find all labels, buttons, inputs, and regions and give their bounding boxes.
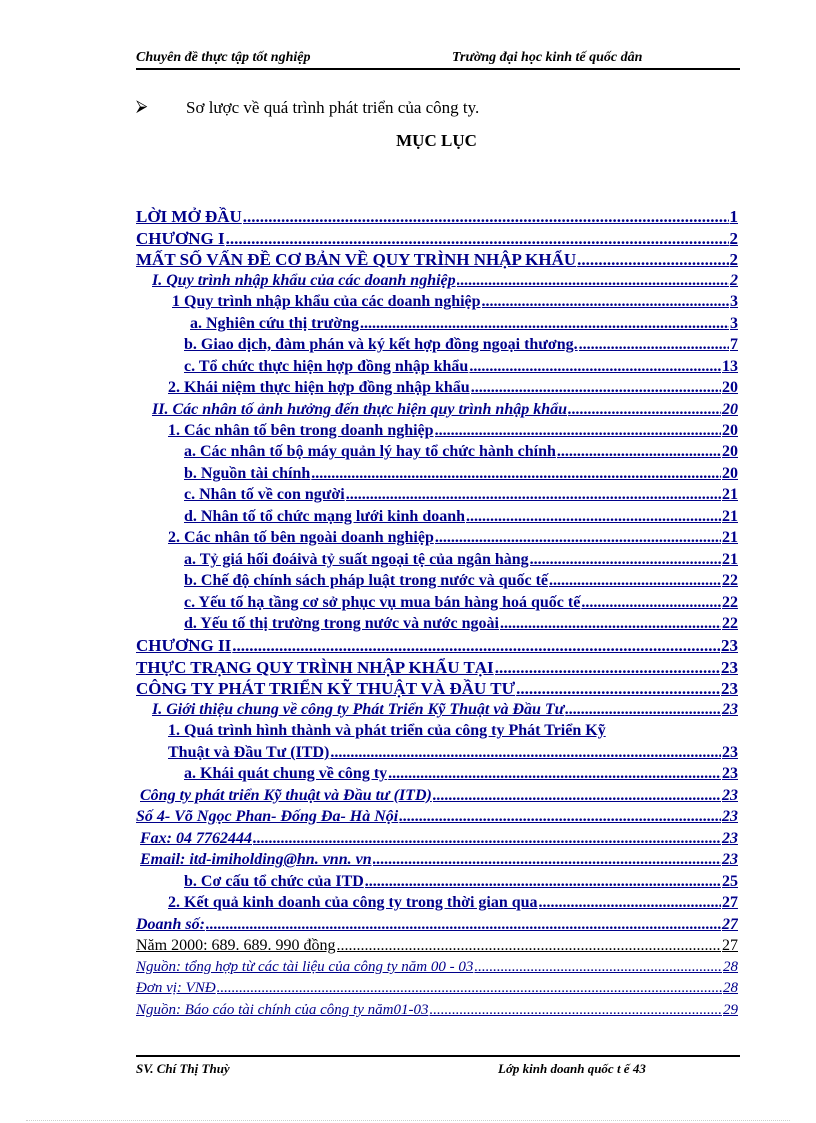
footer-left-text: SV. Chí Thị Thuỳ — [136, 1061, 230, 1076]
toc-leader-dots — [577, 250, 728, 270]
toc-leader-dots — [232, 636, 720, 656]
toc-entry-title: Fax: 04 7762444 — [140, 830, 252, 847]
toc-entry-page: 21 — [722, 551, 738, 568]
toc-entry-title: a. Tỷ giá hối đoáivà tỷ suất ngoại tệ của ngân hàng — [184, 551, 529, 568]
toc-entry-title: I. Giới thiệu chung về công ty Phát Triển Kỹ Thuật và Đầu Tư — [152, 701, 565, 718]
toc-entry-page: 28 — [723, 959, 738, 975]
toc-entry[interactable] — [184, 594, 738, 612]
toc-entry[interactable] — [190, 315, 738, 333]
toc-entry[interactable] — [136, 916, 738, 934]
toc-entry-title: Công ty phát triển Kỹ thuật và Đầu tư (ITD) — [140, 787, 432, 804]
toc-entry-page: 27 — [722, 894, 738, 911]
toc-entry-page: 20 — [722, 379, 738, 396]
toc-entry-title: Đơn vị: VNĐ — [136, 980, 216, 996]
toc-entry-page: 13 — [722, 358, 738, 375]
toc-entry-title: 2. Các nhân tố bên ngoài doanh nghiệp — [168, 529, 434, 546]
toc-entry[interactable] — [152, 701, 738, 719]
toc-entry-page: 21 — [722, 529, 738, 546]
toc-entry-title: THỰC TRẠNG QUY TRÌNH NHẬP KHẨU TẠI — [136, 658, 494, 677]
toc-entry-page: 23 — [722, 744, 738, 761]
toc-entry-page: 27 — [722, 937, 738, 954]
toc-entry-title: b. Cơ cấu tổ chức của ITD — [184, 873, 364, 890]
toc-entry-title: d. Yếu tố thị trường trong nước và nước ngoài — [184, 615, 499, 632]
toc-entry-title: Email: itd-imiholding@hn. vnn. vn — [140, 851, 372, 868]
toc-entry-page: 2 — [729, 250, 738, 269]
toc-leader-dots — [360, 315, 729, 333]
toc-entry-page: 25 — [722, 873, 738, 890]
toc-leader-dots — [365, 873, 721, 891]
toc-entry[interactable] — [152, 272, 738, 290]
toc-entry[interactable] — [184, 486, 738, 504]
toc-entry-title: 1. Các nhân tố bên trong doanh nghiệp — [168, 422, 434, 439]
toc-entry-page: 22 — [722, 594, 738, 611]
toc-entry[interactable] — [184, 572, 738, 590]
toc-entry-title: MẤT SỐ VẤN ĐỀ CƠ BẢN VỀ QUY TRÌNH NHẬP KHẨU — [136, 250, 577, 269]
toc-leader-dots — [330, 744, 721, 762]
toc-entry-page: 23 — [722, 830, 738, 847]
toc-entry-title: d. Nhân tố tổ chức mạng lưới kinh doanh — [184, 508, 466, 525]
toc-entry-title: CÔNG TY PHÁT TRIỂN KỸ THUẬT VÀ ĐẦU TƯ — [136, 679, 516, 698]
toc-entry-title: LỜI MỞ ĐẦU — [136, 207, 242, 226]
toc-entry-title: 1 Quy trình nhập khẩu của các doanh nghiệp — [172, 293, 481, 310]
toc-leader-dots — [557, 443, 721, 461]
toc-entry-page: 2 — [730, 272, 738, 289]
toc-entry[interactable] — [136, 250, 738, 270]
toc-entry-page: 21 — [722, 508, 738, 525]
toc-entry-title: a. Khái quát chung về công ty — [184, 765, 388, 782]
toc-entry-page: 21 — [722, 486, 738, 503]
toc-entry[interactable] — [140, 787, 738, 805]
toc-entry-title: CHƯƠNG I — [136, 229, 225, 248]
toc-leader-dots — [474, 959, 722, 976]
toc-entry-page: 23 — [722, 701, 738, 718]
toc-entry-page: 2 — [729, 229, 738, 248]
toc-entry-page: 23 — [722, 765, 738, 782]
toc-entry-page: 20 — [722, 401, 738, 418]
toc-entry-page: 28 — [723, 980, 738, 996]
toc-entry-title: a. Các nhân tố bộ máy quản lý hay tổ chức hành chính — [184, 443, 556, 460]
page-footer — [136, 1055, 740, 1079]
toc-entry-title: a. Nghiên cứu thị trường — [190, 315, 359, 332]
toc-entry[interactable] — [140, 851, 738, 869]
toc-entry-page: 22 — [722, 615, 738, 632]
toc-leader-dots — [226, 229, 729, 249]
toc-entry-page: 3 — [730, 293, 738, 310]
toc-entry[interactable] — [168, 422, 738, 440]
toc-entry[interactable] — [136, 207, 738, 227]
toc-leader-dots — [399, 808, 721, 826]
toc-leader-dots — [346, 486, 721, 504]
toc-leader-dots — [373, 851, 721, 869]
toc-entry[interactable] — [184, 508, 738, 526]
toc-entry[interactable] — [136, 1002, 738, 1019]
toc-entry-page: 27 — [722, 916, 738, 933]
toc-leader-dots — [471, 379, 721, 397]
toc-title: MỤC LỤC — [396, 131, 477, 150]
toc-leader-dots — [429, 1002, 722, 1019]
header-left-text: Chuyên đề thực tập tốt nghiệp — [136, 50, 311, 65]
page-edge-divider — [26, 1120, 790, 1121]
toc-entry-title: Nguồn: tổng hợp từ các tài liệu của công ty năm 00 - 03 — [136, 959, 474, 975]
toc-entry[interactable] — [184, 465, 738, 483]
toc-entry[interactable] — [184, 765, 738, 783]
toc-entry-title: c. Yếu tố hạ tầng cơ sở phục vụ mua bán hàng hoá quốc tế — [184, 594, 581, 611]
page-header — [136, 48, 740, 70]
toc-entry[interactable] — [184, 551, 738, 569]
toc-leader-dots — [435, 422, 721, 440]
toc-leader-dots — [435, 529, 721, 547]
toc-leader-dots — [568, 401, 721, 419]
toc-entry[interactable] — [184, 358, 738, 376]
toc-entry-title: Doanh số: — [136, 916, 205, 933]
toc-leader-dots — [495, 658, 720, 678]
toc-entry-title: Nguồn: Báo cáo tài chính của công ty năm01-03 — [136, 1002, 429, 1018]
toc-entry-title: c. Tổ chức thực hiện hợp đồng nhập khẩu — [184, 358, 469, 375]
toc-leader-dots — [516, 679, 720, 699]
toc-entry-page: 23 — [722, 808, 738, 825]
toc-entry-title: II. Các nhân tố ảnh hưởng đến thực hiện quy trình nhập khẩu — [152, 401, 568, 418]
toc-entry-page: 20 — [722, 443, 738, 460]
toc-entry-page: 3 — [730, 315, 738, 332]
toc-entry[interactable] — [136, 229, 738, 249]
toc-leader-dots — [539, 894, 721, 912]
toc-entry-page: 7 — [730, 336, 738, 353]
toc-entry-title: 2. Khái niệm thực hiện hợp đồng nhập khẩu — [168, 379, 470, 396]
toc-entry-title: c. Nhân tố về con người — [184, 486, 345, 503]
toc-entry[interactable] — [136, 808, 738, 826]
toc-entry[interactable] — [184, 615, 738, 633]
toc-leader-dots — [549, 572, 721, 590]
toc-entry[interactable] — [136, 636, 738, 656]
toc-leader-dots — [388, 765, 721, 783]
toc-leader-dots — [500, 615, 721, 633]
toc-entry-title: 1. Quá trình hình thành và phát triển của công ty Phát Triển Kỹ — [168, 722, 606, 739]
toc-entry[interactable] — [184, 336, 738, 354]
toc-entry-page: 23 — [722, 851, 738, 868]
toc-entry-page: 20 — [722, 422, 738, 439]
toc-entry[interactable] — [140, 830, 738, 848]
toc-entry-page: 23 — [721, 636, 738, 655]
toc-entry[interactable] — [172, 293, 738, 311]
toc-entry[interactable] — [184, 443, 738, 461]
toc-leader-dots — [433, 787, 721, 805]
toc-entry[interactable] — [168, 722, 702, 740]
toc-leader-dots — [253, 830, 721, 848]
toc-leader-dots — [530, 551, 721, 569]
toc-leader-dots — [337, 937, 721, 955]
toc-leader-dots — [579, 336, 729, 354]
toc-leader-dots — [466, 508, 721, 526]
toc-entry-page: 23 — [722, 787, 738, 804]
toc-entry-page: 20 — [722, 465, 738, 482]
toc-entry[interactable] — [136, 980, 738, 997]
toc-leader-dots — [565, 701, 721, 719]
toc-entry[interactable] — [168, 744, 738, 762]
toc-entry-title: b. Chế độ chính sách pháp luật trong nước và quốc tế — [184, 572, 549, 589]
toc-entry-title: b. Giao dịch, đàm phán và ký kết hợp đồng ngoại thương. — [184, 336, 578, 353]
toc-entry-page: 23 — [721, 658, 738, 677]
toc-entry-page: 22 — [722, 572, 738, 589]
toc-entry[interactable] — [136, 679, 738, 699]
toc-leader-dots — [311, 465, 721, 483]
toc-entry-title: Số 4- Võ Ngọc Phan- Đống Đa- Hà Nội — [136, 808, 399, 825]
toc-leader-dots — [457, 272, 729, 290]
toc-entry-title: b. Nguồn tài chính — [184, 465, 311, 482]
toc-entry[interactable] — [136, 959, 738, 976]
toc-leader-dots — [217, 980, 722, 997]
toc-entry-title: I. Quy trình nhập khẩu của các doanh nghiệp — [152, 272, 456, 289]
toc-leader-dots — [243, 207, 729, 227]
footer-right-text: Lớp kinh doanh quốc t ế 43 — [498, 1061, 646, 1076]
toc-entry[interactable] — [168, 379, 738, 397]
toc-entry[interactable] — [136, 937, 738, 955]
toc-leader-dots — [206, 916, 721, 934]
toc-entry-title: Thuật và Đầu Tư (ITD) — [168, 744, 330, 761]
toc-entry-title: CHƯƠNG II — [136, 636, 232, 655]
toc-entry[interactable] — [152, 401, 738, 419]
toc-leader-dots — [469, 358, 721, 376]
arrow-bullet-icon: ⮚ — [136, 98, 148, 115]
toc-entry-title: Năm 2000: 689. 689. 990 đồng — [136, 937, 336, 954]
toc-entry-page: 1 — [729, 207, 738, 226]
toc-entry[interactable] — [168, 529, 738, 547]
toc-entry-page: 23 — [721, 679, 738, 698]
toc-leader-dots — [482, 293, 729, 311]
intro-text: Sơ lược về quá trình phát triển của công ty. — [186, 98, 480, 117]
toc-entry[interactable] — [136, 658, 738, 678]
header-right-text: Trường đại học kinh tế quốc dân — [452, 50, 643, 65]
toc-entry[interactable] — [168, 894, 738, 912]
toc-entry[interactable] — [184, 873, 738, 891]
toc-entry-title: 2. Kết quả kinh doanh của công ty trong thời gian qua — [168, 894, 538, 911]
toc-leader-dots — [581, 594, 721, 612]
toc-entry-page: 29 — [723, 1002, 738, 1018]
